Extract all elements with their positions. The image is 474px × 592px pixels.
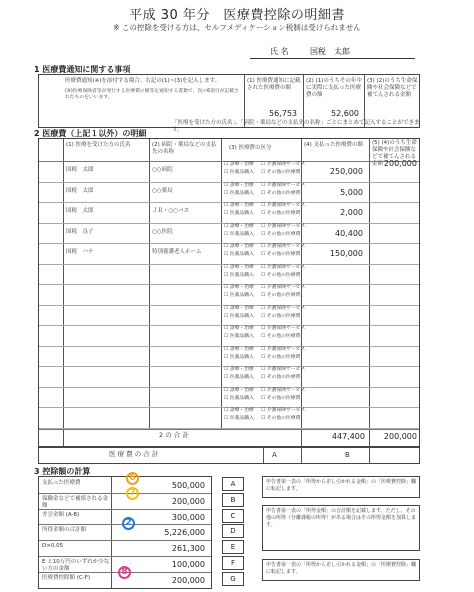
calc-row: [39, 540, 211, 556]
row-patient: 国税 太郎: [66, 167, 94, 173]
category-checkbox-care[interactable]: ☐ 介護保険サービス: [261, 223, 306, 229]
calc-value[interactable]: 261,300: [171, 544, 205, 554]
table-row[interactable]: [39, 305, 419, 326]
calc-label: 医療費控除額 (C-F): [42, 574, 91, 581]
category-checkbox-treatment[interactable]: ☐ 診療・治療: [224, 367, 254, 372]
category-checkbox-other[interactable]: ☐ その他の医療費: [261, 354, 301, 360]
row-paid[interactable]: 2,000: [340, 208, 363, 217]
category-checkbox-other[interactable]: ☐ その他の医療費: [261, 313, 301, 319]
badge-2: 2: [122, 517, 135, 530]
calc-value[interactable]: 100,000: [171, 560, 205, 569]
table-row[interactable]: [39, 161, 419, 182]
section1-fine-print: (※)医療保険者等が発行する医療費の額等を通知する書類で、次の6項目が記載されたものをいいます。: [65, 89, 239, 100]
category-checkbox-other[interactable]: ☐ その他の医療費: [261, 252, 301, 257]
category-checkbox-medicine[interactable]: ☐ 医薬品購入: [224, 231, 254, 237]
calc-row: [39, 493, 211, 509]
badge-8: 8: [118, 566, 131, 579]
category-checkbox-care[interactable]: ☐ 介護保険サービス: [261, 408, 306, 413]
calc-row: [39, 477, 211, 493]
table-row[interactable]: [39, 387, 419, 408]
taxpayer-name-field[interactable]: [250, 46, 415, 59]
category-checkbox-medicine[interactable]: ☐ 医薬品購入: [224, 334, 254, 339]
category-checkbox-medicine[interactable]: ☐ 医薬品購入: [224, 293, 254, 298]
calc-letter-box: E: [222, 540, 244, 554]
category-checkbox-care[interactable]: ☐ 介護保険サービス: [261, 162, 306, 167]
category-checkbox-treatment[interactable]: ☐ 診療・治療: [224, 223, 254, 229]
category-checkbox-other[interactable]: ☐ その他の医療費: [261, 231, 301, 237]
medical-expense-table: [38, 138, 420, 448]
calc-letter-box: F: [222, 556, 244, 570]
category-checkbox-care[interactable]: ☐ 介護保険サービス: [261, 367, 306, 372]
category-checkbox-medicine[interactable]: ☐ 医薬品購入: [224, 211, 254, 216]
table-row[interactable]: [39, 284, 419, 305]
category-checkbox-other[interactable]: ☐ その他の医療費: [261, 272, 301, 278]
note-income-total: 申告書第一表の「所得金額」の合計額を記載します。ただし、その他の所得（分離課税の所得）がある場合はその所得金額を加算します。: [262, 505, 420, 551]
category-checkbox-medicine[interactable]: ☐ 医薬品購入: [224, 416, 254, 421]
table-row[interactable]: [39, 366, 419, 387]
category-checkbox-medicine[interactable]: ☐ 医薬品購入: [224, 190, 254, 196]
row-payee: ○○病院: [152, 167, 173, 173]
category-checkbox-medicine[interactable]: ☐ 医薬品購入: [224, 313, 254, 319]
category-checkbox-treatment[interactable]: ☐ 診療・治療: [224, 182, 254, 188]
table-row[interactable]: [39, 243, 419, 264]
table-row[interactable]: [39, 202, 419, 223]
row-patient: 国税 太郎: [66, 187, 94, 194]
calc-label: 保険金などで補填される金額: [42, 495, 109, 509]
section1-col2-value[interactable]: 52,600: [331, 109, 359, 118]
category-checkbox-treatment[interactable]: ☐ 診療・治療: [224, 285, 254, 290]
row-paid[interactable]: 5,000: [340, 187, 363, 197]
grand-total-letter-b: B: [345, 451, 350, 459]
calc-value[interactable]: 200,000: [171, 496, 205, 506]
badge-6: 6: [126, 472, 139, 485]
section1-desc: 医療費通知(※)を添付する場合、右記の(1)~(3)を記入します。: [65, 78, 221, 84]
section1-col1-value[interactable]: 56,753: [269, 109, 297, 118]
row-patient: 国税 良子: [66, 228, 94, 235]
category-checkbox-treatment[interactable]: ☐ 診療・治療: [224, 305, 254, 311]
subtotal-label: 2 の 合 計: [159, 431, 189, 439]
category-checkbox-medicine[interactable]: ☐ 医薬品購入: [224, 252, 254, 257]
section1-col2-label: (2) (1)のうちその年中に実際に支払った医療費の額: [306, 78, 362, 98]
section1-title: 1 医療費通知に関する事項: [34, 65, 131, 74]
category-checkbox-care[interactable]: ☐ 介護保険サービス: [261, 203, 306, 208]
grand-total-letter-a: A: [272, 451, 277, 459]
section3-title: 3 控除額の計算: [34, 467, 91, 476]
row-paid[interactable]: 250,000: [329, 167, 363, 176]
row-paid[interactable]: 150,000: [329, 249, 363, 258]
category-checkbox-care[interactable]: ☐ 介護保険サービス: [261, 305, 306, 311]
grand-total-label: 医 療 費 の 合 計: [109, 450, 159, 458]
category-checkbox-medicine[interactable]: ☐ 医薬品購入: [224, 170, 254, 175]
note-transfer-top: 申告書第一表の「所得から差し引かれる金額」の「医療費控除」欄に転記します。: [262, 476, 420, 498]
col-payee-header: (2) 病院・薬局などの支払先の名称: [152, 142, 217, 155]
category-checkbox-treatment[interactable]: ☐ 診療・治療: [224, 326, 254, 331]
table-row[interactable]: [39, 325, 419, 346]
row-payee: ＪＲ・○○バス: [152, 208, 190, 214]
calc-letter-box: G: [222, 572, 244, 586]
col-category-header: (3) 医療費の区分: [229, 145, 272, 151]
category-checkbox-medicine[interactable]: ☐ 医薬品購入: [224, 395, 254, 401]
calc-value[interactable]: 200,000: [171, 575, 205, 585]
category-checkbox-other[interactable]: ☐ その他の医療費: [261, 190, 301, 196]
calc-value[interactable]: 5,226,000: [164, 528, 205, 538]
category-checkbox-medicine[interactable]: ☐ 医薬品購入: [224, 272, 254, 278]
table-row[interactable]: [39, 346, 419, 367]
row-patient: 国税 ハナ: [66, 249, 94, 255]
table-row[interactable]: [39, 407, 419, 428]
row-payee: 特別養護老人ホーム: [152, 249, 202, 255]
calc-letter-box: D: [222, 524, 244, 538]
calc-label: 差引金額 (A-B): [42, 511, 80, 518]
category-checkbox-care[interactable]: ☐ 介護保険サービス: [261, 326, 306, 331]
calc-label: 所得金額の合計額: [42, 527, 87, 534]
name-label: 氏 名: [270, 47, 289, 56]
category-checkbox-other[interactable]: ☐ その他の医療費: [261, 334, 301, 339]
category-checkbox-medicine[interactable]: ☐ 医薬品購入: [224, 354, 254, 360]
badge-7: 7: [126, 487, 139, 500]
category-checkbox-other[interactable]: ☐ その他の医療費: [261, 170, 301, 175]
page-title: 平成 30 年分 医療費控除の明細書: [129, 8, 345, 23]
calc-label: E と10万円のいずれか少ない方の金額: [42, 559, 110, 572]
category-checkbox-care[interactable]: ☐ 介護保険サービス: [261, 346, 306, 352]
calc-letter-box: C: [222, 509, 244, 523]
subtotal-paid[interactable]: 447,400: [331, 432, 365, 441]
section1-col1-label: (1) 医療費通知に記載された医療費の額: [247, 78, 301, 91]
section2-note: 「医療を受けた方の氏名」、「病院・薬局などの支払先の名称」ごとにまとめて記入することができます。: [172, 120, 420, 133]
category-checkbox-other[interactable]: ☐ その他の医療費: [261, 211, 301, 216]
table-row[interactable]: [39, 264, 419, 285]
category-checkbox-other[interactable]: ☐ その他の医療費: [261, 416, 301, 421]
category-checkbox-treatment[interactable]: ☐ 診療・治療: [224, 203, 254, 208]
subtotal-reimbursed[interactable]: 200,000: [383, 432, 417, 441]
row-patient: 国税 太郎: [66, 208, 94, 214]
calc-label: D×0.05: [42, 543, 64, 550]
category-checkbox-treatment[interactable]: ☐ 診療・治療: [224, 346, 254, 352]
category-checkbox-treatment[interactable]: ☐ 診療・治療: [224, 387, 254, 393]
category-checkbox-care[interactable]: ☐ 介護保険サービス: [261, 387, 306, 393]
col-patient-header: (1) 医療を受けた方の氏名: [66, 142, 131, 148]
calc-label: 支払った医療費: [42, 480, 81, 486]
section1-col3-label: (3) (2)のうち生命保険や社会保険などで補てんされる金額: [367, 78, 418, 98]
table-row[interactable]: [39, 223, 419, 244]
category-checkbox-other[interactable]: ☐ その他の医療費: [261, 375, 301, 380]
category-checkbox-treatment[interactable]: ☐ 診療・治療: [224, 264, 254, 270]
col-reimbursed-header: (5) (4)のうち生命保険や社会保険などで補てんされる金額: [372, 140, 417, 167]
row-reimbursed[interactable]: 200,000: [383, 159, 417, 168]
category-checkbox-treatment[interactable]: ☐ 診療・治療: [224, 244, 254, 249]
category-checkbox-medicine[interactable]: ☐ 医薬品購入: [224, 375, 254, 380]
category-checkbox-other[interactable]: ☐ その他の医療費: [261, 293, 301, 298]
category-checkbox-care[interactable]: ☐ 介護保険サービス: [261, 182, 306, 188]
category-checkbox-care[interactable]: ☐ 介護保険サービス: [261, 264, 306, 270]
grand-total-row: [38, 446, 420, 464]
col-paid-header: (4) 支払った医療費の額: [304, 142, 364, 148]
row-payee: ○○医院: [152, 228, 173, 235]
category-checkbox-care[interactable]: ☐ 介護保険サービス: [261, 244, 306, 249]
note-transfer-bottom: 申告書第一表の「所得から差し引かれる金額」の「医療費控除」欄に転記します。: [262, 559, 420, 581]
row-payee: ○○薬局: [152, 187, 173, 194]
table-row[interactable]: [39, 182, 419, 203]
calc-value[interactable]: 300,000: [171, 512, 205, 522]
page-subtitle: ※ この控除を受ける方は、セルフメディケーション税制は受けられません: [113, 23, 361, 32]
calc-letter-box: B: [222, 493, 244, 507]
section2-title: 2 医療費（上記１以外）の明細: [34, 129, 147, 138]
name-value: 国税 太郎: [310, 47, 350, 56]
category-checkbox-treatment[interactable]: ☐ 診療・治療: [224, 408, 254, 413]
category-checkbox-treatment[interactable]: ☐ 診療・治療: [224, 162, 254, 167]
calc-letter-box: A: [222, 477, 244, 491]
category-checkbox-other[interactable]: ☐ その他の医療費: [261, 395, 301, 401]
category-checkbox-care[interactable]: ☐ 介護保険サービス: [261, 285, 306, 290]
calc-value[interactable]: 500,000: [171, 481, 205, 490]
row-paid[interactable]: 40,400: [335, 228, 363, 238]
